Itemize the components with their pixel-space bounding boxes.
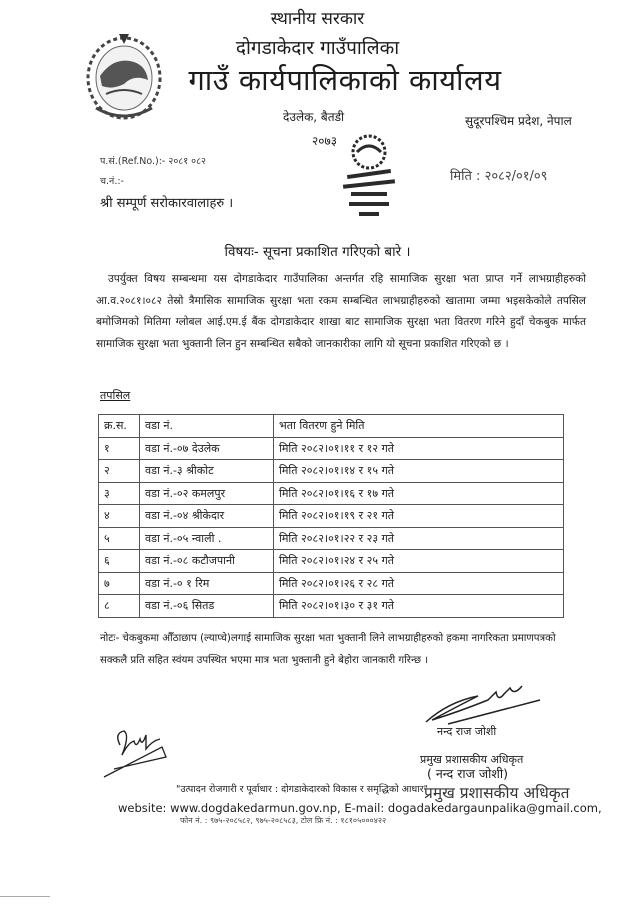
letterhead-government: स्थानीय सरकार — [270, 9, 365, 29]
distribution-schedule-table — [98, 414, 564, 618]
addressee: श्री सम्पूर्ण सरोकारवालाहरु । — [100, 196, 234, 211]
table-row — [99, 527, 564, 550]
column-header-date: भता वितरण हुने मिति — [274, 415, 564, 438]
date-cell: मिति २०८२।०१।११ र १२ गते — [274, 437, 564, 460]
note-paragraph: नोटः- चेकबुकमा औँठाछाप (ल्याप्चे)लगाई सामाजिक सुरक्षा भता भुक्तानी लिने लाभग्राहीहरुको हकमा नागरिकता प्रमाणपत्रको सक्कलै प्रति सहित स्वंयम उपस्थित भएमा मात्र भता भुक्तानी हुने बेहोरा जानकारी गरिन्छ । — [100, 633, 556, 666]
letter-date: मिति : २०८२/०१/०९ — [450, 169, 548, 184]
date-cell: मिति २०८२।०१।१६ र १७ गते — [274, 482, 564, 505]
signature-left-icon — [100, 725, 180, 780]
ward-cell: वडा नं.-०५ न्वाली . — [140, 527, 274, 550]
ward-cell: वडा नं.-०४ श्रीकेदार — [140, 505, 274, 528]
body-paragraph: उपर्युक्त विषय सम्बन्धमा यस दोगडाकेदार गाउँपालिका अन्तर्गत रहि सामाजिक सुरक्षा भता प्राप्त गर्ने लाभग्राहीहरुको आ.व.२०८१।०८२ तेस्रो त्रैमासिक सामाजिक सुरक्षा भता रकम सम्बन्धित लाभग्राहीहरुको खातामा जम्मा भइसकेकोले तपसिल बमोजिमको मितिमा ग्लोबल आई.एम.ई बैंक दोगडाकेदार शाखा बाट सामाजिक सुरक्षा भता वितरण गरिने हुदाँ चेकबुक मार्फत सामाजिक सुरक्षा भता भुक्तानी लिन हुन सम्बन्धित सबैको जानकारीका लागि यो सूचना प्रकाशित गरिएको छ । — [96, 273, 586, 350]
schedule-heading: तपसिल — [100, 389, 131, 402]
column-header-ward: वडा नं. — [140, 415, 274, 438]
footer-phone: फोन नं. : ९७५-२०८५८२, ९७५-२०८५८३, टोल फ्रि नं. : १८१०५०००४२२ — [180, 816, 387, 825]
date-cell: मिति २०८२।०१।१४ र १५ गते — [274, 460, 564, 483]
footer-motto: "उत्पादन रोजगारी र पूर्वाधार : दोगडाकेदारको विकास र समृद्धिको आधार" — [176, 784, 428, 795]
serial-cell: ६ — [99, 550, 140, 573]
date-cell: मिति २०८२।०१।१९ र २१ गते — [274, 505, 564, 528]
table-row — [99, 595, 564, 618]
signatory-title: प्रमुख प्रशासकीय अधिकृत — [420, 753, 524, 766]
table-header-row — [99, 415, 564, 438]
ward-cell: वडा नं.-०८ कटौजपानी — [140, 550, 274, 573]
letterhead-municipality: दोगडाकेदार गाउँपालिका — [235, 37, 400, 59]
date-cell: मिति २०८२।०१।२६ र २८ गते — [274, 572, 564, 595]
serial-cell: २ — [99, 460, 140, 483]
table-row — [99, 505, 564, 528]
letterhead-address: देउलेक, बैतडी — [283, 110, 345, 124]
date-cell: मिति २०८२।०१।२४ र २५ गते — [274, 550, 564, 573]
serial-cell: ८ — [99, 595, 140, 618]
subject-line: विषयः- सूचना प्रकाशित गरिएको बारे । — [224, 244, 411, 260]
reference-number: प.सं.(Ref.No.):- २०८१ ०८२ — [100, 156, 206, 167]
signatory-name-stamp: ( नन्द राज जोशी) — [427, 766, 508, 781]
serial-cell: ५ — [99, 527, 140, 550]
ward-cell: वडा नं.-०२ कमलपुर — [140, 482, 274, 505]
page-edge-divider — [0, 896, 50, 897]
ward-cell: वडा नं.-० १ रिम — [140, 572, 274, 595]
serial-cell: १ — [99, 437, 140, 460]
date-cell: मिति २०८२।०१।३० र ३१ गते — [274, 595, 564, 618]
letterhead-year: २०७३ — [312, 134, 337, 148]
letterhead-office: गाउँ कार्यपालिकाको कार्यालय — [188, 63, 502, 97]
serial-cell: ४ — [99, 505, 140, 528]
ward-cell: वडा नं.-०७ देउलेक — [140, 437, 274, 460]
ward-cell: वडा नं.-३ श्रीकोट — [140, 460, 274, 483]
date-cell: मिति २०८२।०१।२२ र २३ गते — [274, 527, 564, 550]
serial-cell: ३ — [99, 482, 140, 505]
signature-right-icon — [418, 682, 548, 726]
table-row — [99, 437, 564, 460]
column-header-serial: क्र.स. — [99, 415, 140, 438]
office-stamp-icon — [333, 132, 405, 224]
footer-contact-web-email: website: www.dogdakedarmun.gov.np, E-mail: dogadakedargaunpalika@gmail.com, — [118, 801, 602, 815]
letterhead-province: सुदूरपश्चिम प्रदेश, नेपाल — [465, 114, 572, 128]
serial-cell: ७ — [99, 572, 140, 595]
ward-cell: वडा नं.-०६ सितड — [140, 595, 274, 618]
table-row — [99, 550, 564, 573]
officer-title-stamp: प्रमुख प्रशासकीय अधिकृत — [424, 784, 570, 802]
table-row — [99, 460, 564, 483]
dispatch-number: च.नं.:- — [100, 176, 124, 187]
table-row — [99, 572, 564, 595]
table-row — [99, 482, 564, 505]
signatory-name: नन्द राज जोशी — [437, 725, 497, 738]
